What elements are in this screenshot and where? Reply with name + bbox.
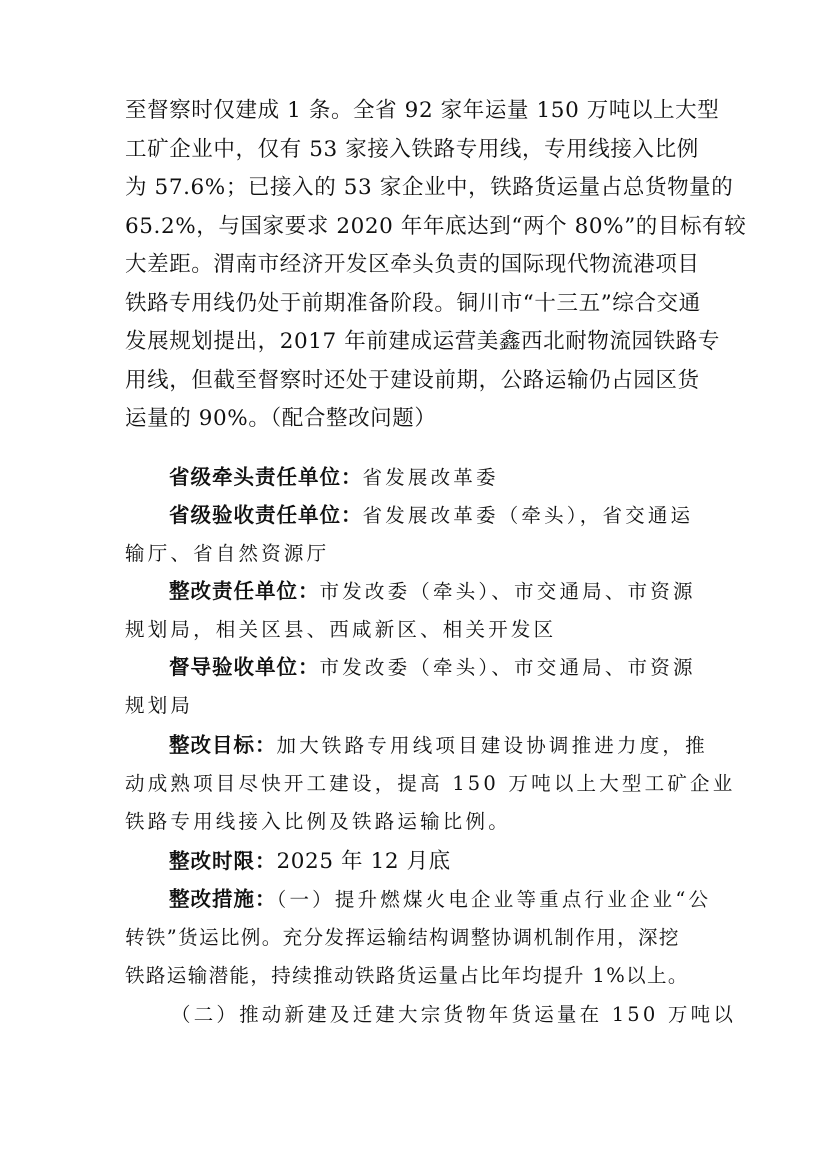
measures-value-4: （二）推动新建及迁建大宗货物年货运量在 150 万吨以 <box>171 1002 737 1026</box>
intro-line-4: 65.2%，与国家要求 2020 年年底达到“两个 80%”的目标有较 <box>125 213 747 239</box>
rectification-units-value-2: 规划局，相关区县、西咸新区、相关开发区 <box>125 617 557 641</box>
goal-label: 整改目标： <box>169 733 277 757</box>
intro-line-1: 至督察时仅建成 1 条。全省 92 家年运量 150 万吨以上大型 <box>125 98 720 123</box>
supervision-units-paragraph <box>125 648 705 725</box>
intro-paragraph <box>125 92 747 439</box>
supervision-units-value-2: 规划局 <box>125 693 194 717</box>
intro-line-3: 为 57.6%；已接入的 53 家企业中，铁路货运量占总货物量的 <box>125 175 734 200</box>
provincial-lead-label: 省级牵头责任单位： <box>169 465 363 489</box>
intro-line-2: 工矿企业中，仅有 53 家接入铁路专用线，专用线接入比例 <box>125 136 699 162</box>
measures-value-3: 铁路运输潜能，持续推动铁路货运量占比年均提升 1%以上。 <box>125 964 689 987</box>
provincial-acceptance-value-2: 输厅、省自然资源厅 <box>125 541 330 565</box>
deadline-paragraph <box>125 842 705 881</box>
supervision-units-value-1: 市发改委（牵头）、市交通局、市资源 <box>319 656 696 679</box>
measures-value-2: 转铁”货运比例。充分发挥运输结构调整协调机制作用，深挖 <box>125 925 680 949</box>
measures-paragraph <box>125 880 737 1034</box>
rectification-units-line-1 <box>125 572 705 611</box>
rectification-units-paragraph <box>125 572 705 649</box>
goal-paragraph <box>125 726 736 842</box>
deadline-line <box>125 842 705 881</box>
supervision-units-line-1 <box>125 648 705 687</box>
intro-line-8: 用线，但截至督察时还处于建设前期，公路运输仍占园区货 <box>125 367 700 393</box>
intro-line-6: 铁路专用线仍处于前期准备阶段。铜川市“十三五”综合交通 <box>125 290 701 316</box>
intro-line-7: 发展规划提出，2017 年前建成运营美鑫西北耐物流园铁路专 <box>125 329 720 354</box>
provincial-acceptance-value-1: 省发展改革委（牵头），省交通运 <box>362 504 694 527</box>
rectification-units-label: 整改责任单位： <box>169 579 320 603</box>
deadline-value: 2025 年 12 月底 <box>276 849 451 874</box>
provincial-lead-paragraph <box>125 458 705 497</box>
intro-line-9: 运量的 90%。（配合整改问题） <box>125 406 437 431</box>
goal-value-3: 铁路专用线接入比例及铁路运输比例。 <box>125 810 511 833</box>
goal-line-1 <box>125 726 708 765</box>
provincial-acceptance-label: 省级验收责任单位： <box>169 503 363 527</box>
measures-value-1: （一）提升燃煤火电企业等重点行业企业“公 <box>276 888 712 911</box>
goal-value-1: 加大铁路专用线项目建设协调推进力度，推 <box>276 734 708 757</box>
goal-value-2: 动成熟项目尽快开工建设，提高 150 万吨以上大型工矿企业 <box>125 771 736 795</box>
rectification-units-value-1: 市发改委（牵头）、市交通局、市资源 <box>319 580 696 603</box>
measures-label: 整改措施： <box>169 887 277 911</box>
supervision-units-label: 督导验收单位： <box>169 655 320 679</box>
intro-line-5: 大差距。渭南市经济开发区牵头负责的国际现代物流港项目 <box>125 252 700 277</box>
provincial-acceptance-line-1 <box>125 496 705 535</box>
provincial-lead-value: 省发展改革委 <box>362 466 499 489</box>
provincial-lead-line <box>125 458 705 497</box>
deadline-label: 整改时限： <box>169 849 277 873</box>
provincial-acceptance-paragraph <box>125 496 705 573</box>
measures-line-1 <box>125 880 712 919</box>
